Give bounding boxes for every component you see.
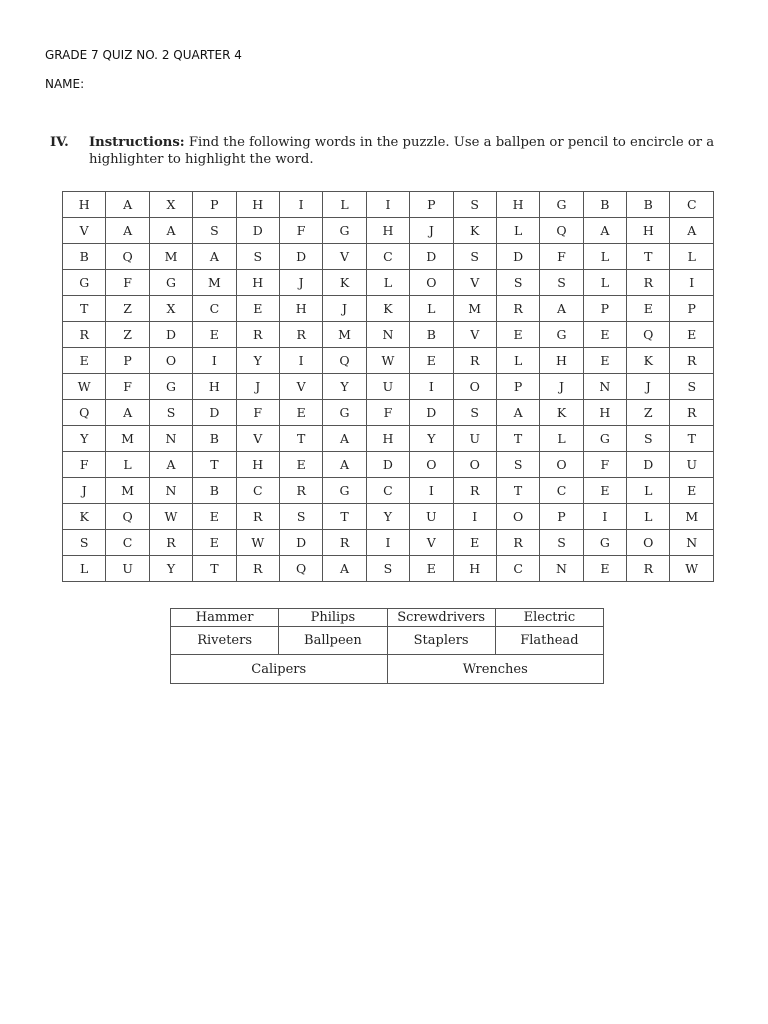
puzzle-row bbox=[63, 296, 714, 322]
puzzle-cell: F bbox=[63, 452, 106, 478]
puzzle-cell: W bbox=[236, 530, 279, 556]
puzzle-cell: P bbox=[670, 296, 714, 322]
puzzle-cell: Y bbox=[236, 348, 279, 374]
puzzle-cell: L bbox=[106, 452, 149, 478]
puzzle-cell: E bbox=[193, 504, 236, 530]
puzzle-cell: S bbox=[540, 530, 583, 556]
puzzle-cell: V bbox=[453, 322, 496, 348]
puzzle-cell: C bbox=[366, 244, 409, 270]
puzzle-cell: W bbox=[149, 504, 192, 530]
word-bank-word: Philips bbox=[279, 609, 387, 627]
puzzle-cell: L bbox=[583, 270, 626, 296]
puzzle-cell: R bbox=[670, 400, 714, 426]
puzzle-cell: A bbox=[106, 192, 149, 218]
puzzle-cell: R bbox=[236, 504, 279, 530]
puzzle-cell: Y bbox=[323, 374, 366, 400]
puzzle-cell: I bbox=[670, 270, 714, 296]
puzzle-cell: M bbox=[453, 296, 496, 322]
name-label: NAME: bbox=[45, 77, 85, 91]
puzzle-cell: E bbox=[583, 556, 626, 582]
puzzle-row bbox=[63, 452, 714, 478]
puzzle-cell: C bbox=[106, 530, 149, 556]
instructions-body bbox=[89, 134, 730, 168]
puzzle-cell: T bbox=[193, 556, 236, 582]
puzzle-cell: A bbox=[193, 244, 236, 270]
puzzle-cell: O bbox=[410, 452, 453, 478]
puzzle-cell: Q bbox=[106, 504, 149, 530]
puzzle-row bbox=[63, 218, 714, 244]
puzzle-cell: O bbox=[453, 374, 496, 400]
puzzle-cell: A bbox=[149, 218, 192, 244]
word-bank-row bbox=[171, 609, 604, 627]
puzzle-cell: F bbox=[279, 218, 322, 244]
puzzle-cell: U bbox=[366, 374, 409, 400]
puzzle-cell: T bbox=[627, 244, 670, 270]
puzzle-cell: E bbox=[583, 478, 626, 504]
puzzle-row bbox=[63, 270, 714, 296]
word-bank-word: Ballpeen bbox=[279, 627, 387, 655]
puzzle-cell: F bbox=[583, 452, 626, 478]
puzzle-cell: J bbox=[323, 296, 366, 322]
puzzle-cell: N bbox=[149, 426, 192, 452]
puzzle-cell: T bbox=[63, 296, 106, 322]
puzzle-cell: U bbox=[106, 556, 149, 582]
puzzle-cell: M bbox=[670, 504, 714, 530]
puzzle-cell: P bbox=[193, 192, 236, 218]
puzzle-cell: T bbox=[193, 452, 236, 478]
puzzle-cell: L bbox=[627, 478, 670, 504]
puzzle-cell: B bbox=[63, 244, 106, 270]
puzzle-cell: X bbox=[149, 296, 192, 322]
puzzle-cell: C bbox=[540, 478, 583, 504]
puzzle-cell: Q bbox=[106, 244, 149, 270]
puzzle-cell: S bbox=[193, 218, 236, 244]
puzzle-row bbox=[63, 348, 714, 374]
puzzle-cell: G bbox=[583, 530, 626, 556]
puzzle-cell: B bbox=[193, 426, 236, 452]
puzzle-cell: N bbox=[540, 556, 583, 582]
puzzle-cell: R bbox=[279, 478, 322, 504]
puzzle-cell: K bbox=[323, 270, 366, 296]
puzzle-cell: F bbox=[236, 400, 279, 426]
puzzle-cell: K bbox=[453, 218, 496, 244]
puzzle-cell: L bbox=[63, 556, 106, 582]
puzzle-cell: W bbox=[63, 374, 106, 400]
puzzle-cell: E bbox=[236, 296, 279, 322]
puzzle-row bbox=[63, 244, 714, 270]
word-bank-word: Screwdrivers bbox=[387, 609, 495, 627]
word-bank-word: Hammer bbox=[171, 609, 279, 627]
puzzle-cell: A bbox=[106, 400, 149, 426]
puzzle-cell: F bbox=[540, 244, 583, 270]
puzzle-cell: Y bbox=[63, 426, 106, 452]
puzzle-cell: P bbox=[496, 374, 539, 400]
puzzle-cell: R bbox=[496, 530, 539, 556]
puzzle-cell: I bbox=[366, 192, 409, 218]
puzzle-cell: Q bbox=[540, 218, 583, 244]
puzzle-cell: J bbox=[627, 374, 670, 400]
puzzle-cell: A bbox=[106, 218, 149, 244]
puzzle-cell: K bbox=[627, 348, 670, 374]
puzzle-cell: G bbox=[323, 218, 366, 244]
puzzle-cell: Z bbox=[106, 296, 149, 322]
puzzle-cell: H bbox=[453, 556, 496, 582]
puzzle-cell: E bbox=[63, 348, 106, 374]
puzzle-cell: G bbox=[63, 270, 106, 296]
puzzle-cell: L bbox=[410, 296, 453, 322]
puzzle-cell: B bbox=[627, 192, 670, 218]
puzzle-cell: I bbox=[410, 374, 453, 400]
puzzle-cell: H bbox=[366, 218, 409, 244]
puzzle-cell: Y bbox=[410, 426, 453, 452]
puzzle-cell: R bbox=[323, 530, 366, 556]
quiz-title: GRADE 7 QUIZ NO. 2 QUARTER 4 bbox=[45, 48, 242, 62]
puzzle-cell: I bbox=[279, 192, 322, 218]
puzzle-cell: H bbox=[540, 348, 583, 374]
puzzle-cell: Z bbox=[106, 322, 149, 348]
puzzle-cell: E bbox=[410, 556, 453, 582]
puzzle-cell: N bbox=[149, 478, 192, 504]
puzzle-cell: V bbox=[453, 270, 496, 296]
instructions-block bbox=[50, 134, 730, 168]
puzzle-cell: D bbox=[366, 452, 409, 478]
puzzle-row bbox=[63, 478, 714, 504]
puzzle-row bbox=[63, 504, 714, 530]
puzzle-cell: J bbox=[410, 218, 453, 244]
puzzle-cell: E bbox=[627, 296, 670, 322]
puzzle-cell: K bbox=[540, 400, 583, 426]
puzzle-cell: R bbox=[627, 270, 670, 296]
puzzle-cell: M bbox=[106, 478, 149, 504]
puzzle-cell: S bbox=[63, 530, 106, 556]
puzzle-cell: J bbox=[236, 374, 279, 400]
puzzle-cell: H bbox=[583, 400, 626, 426]
puzzle-cell: D bbox=[410, 244, 453, 270]
puzzle-cell: M bbox=[149, 244, 192, 270]
word-bank-word: Calipers bbox=[171, 655, 388, 684]
puzzle-cell: H bbox=[627, 218, 670, 244]
word-bank-word: Wrenches bbox=[387, 655, 604, 684]
puzzle-cell: M bbox=[193, 270, 236, 296]
puzzle-cell: L bbox=[366, 270, 409, 296]
puzzle-cell: T bbox=[670, 426, 714, 452]
puzzle-cell: I bbox=[366, 530, 409, 556]
puzzle-cell: U bbox=[670, 452, 714, 478]
puzzle-cell: H bbox=[193, 374, 236, 400]
puzzle-cell: T bbox=[496, 426, 539, 452]
puzzle-cell: E bbox=[193, 322, 236, 348]
puzzle-cell: M bbox=[106, 426, 149, 452]
puzzle-cell: E bbox=[279, 400, 322, 426]
puzzle-row bbox=[63, 400, 714, 426]
puzzle-cell: S bbox=[366, 556, 409, 582]
puzzle-cell: H bbox=[63, 192, 106, 218]
puzzle-cell: I bbox=[583, 504, 626, 530]
puzzle-cell: X bbox=[149, 192, 192, 218]
instructions-label: Instructions: bbox=[89, 135, 185, 150]
puzzle-cell: P bbox=[106, 348, 149, 374]
puzzle-cell: S bbox=[453, 244, 496, 270]
puzzle-cell: R bbox=[63, 322, 106, 348]
puzzle-cell: O bbox=[540, 452, 583, 478]
puzzle-cell: V bbox=[410, 530, 453, 556]
puzzle-cell: K bbox=[366, 296, 409, 322]
puzzle-cell: E bbox=[583, 348, 626, 374]
puzzle-cell: K bbox=[63, 504, 106, 530]
puzzle-cell: W bbox=[670, 556, 714, 582]
puzzle-cell: H bbox=[496, 192, 539, 218]
puzzle-cell: V bbox=[279, 374, 322, 400]
word-bank-row bbox=[171, 627, 604, 655]
puzzle-cell: G bbox=[323, 400, 366, 426]
puzzle-cell: S bbox=[627, 426, 670, 452]
puzzle-cell: R bbox=[279, 322, 322, 348]
puzzle-cell: I bbox=[279, 348, 322, 374]
word-bank-word: Electric bbox=[495, 609, 603, 627]
puzzle-cell: T bbox=[279, 426, 322, 452]
puzzle-cell: Q bbox=[279, 556, 322, 582]
puzzle-cell: L bbox=[583, 244, 626, 270]
puzzle-cell: H bbox=[366, 426, 409, 452]
puzzle-cell: Q bbox=[63, 400, 106, 426]
puzzle-cell: L bbox=[323, 192, 366, 218]
puzzle-cell: W bbox=[366, 348, 409, 374]
puzzle-row bbox=[63, 556, 714, 582]
puzzle-row bbox=[63, 426, 714, 452]
puzzle-cell: S bbox=[670, 374, 714, 400]
puzzle-cell: D bbox=[279, 244, 322, 270]
puzzle-cell: E bbox=[670, 478, 714, 504]
puzzle-cell: U bbox=[410, 504, 453, 530]
puzzle-cell: L bbox=[496, 218, 539, 244]
puzzle-cell: D bbox=[149, 322, 192, 348]
puzzle-cell: E bbox=[496, 322, 539, 348]
puzzle-cell: N bbox=[366, 322, 409, 348]
puzzle-cell: J bbox=[279, 270, 322, 296]
puzzle-cell: S bbox=[236, 244, 279, 270]
puzzle-cell: U bbox=[453, 426, 496, 452]
puzzle-cell: O bbox=[149, 348, 192, 374]
puzzle-cell: A bbox=[670, 218, 714, 244]
puzzle-cell: Y bbox=[366, 504, 409, 530]
section-number: IV. bbox=[50, 135, 69, 150]
puzzle-cell: L bbox=[540, 426, 583, 452]
puzzle-cell: H bbox=[279, 296, 322, 322]
instructions-text: Find the following words in the puzzle. Use a ballpen or pencil to encircle or a highlighter to highlight the word. bbox=[89, 135, 715, 167]
puzzle-cell: D bbox=[193, 400, 236, 426]
puzzle-cell: F bbox=[366, 400, 409, 426]
puzzle-cell: Y bbox=[149, 556, 192, 582]
puzzle-cell: G bbox=[149, 374, 192, 400]
puzzle-cell: R bbox=[496, 296, 539, 322]
word-search-grid bbox=[62, 191, 714, 582]
puzzle-cell: C bbox=[366, 478, 409, 504]
word-bank-word: Flathead bbox=[495, 627, 603, 655]
word-bank-row bbox=[171, 655, 604, 684]
puzzle-row bbox=[63, 322, 714, 348]
puzzle-cell: V bbox=[323, 244, 366, 270]
puzzle-cell: A bbox=[496, 400, 539, 426]
puzzle-row bbox=[63, 192, 714, 218]
puzzle-row bbox=[63, 530, 714, 556]
puzzle-cell: Q bbox=[627, 322, 670, 348]
puzzle-cell: O bbox=[453, 452, 496, 478]
puzzle-cell: A bbox=[583, 218, 626, 244]
puzzle-cell: G bbox=[583, 426, 626, 452]
puzzle-cell: S bbox=[279, 504, 322, 530]
puzzle-row bbox=[63, 374, 714, 400]
puzzle-cell: O bbox=[627, 530, 670, 556]
puzzle-cell: E bbox=[670, 322, 714, 348]
puzzle-cell: N bbox=[670, 530, 714, 556]
puzzle-cell: N bbox=[583, 374, 626, 400]
puzzle-cell: T bbox=[496, 478, 539, 504]
puzzle-cell: S bbox=[453, 192, 496, 218]
puzzle-cell: R bbox=[236, 556, 279, 582]
puzzle-cell: Z bbox=[627, 400, 670, 426]
puzzle-cell: G bbox=[540, 192, 583, 218]
puzzle-cell: H bbox=[236, 192, 279, 218]
puzzle-cell: H bbox=[236, 270, 279, 296]
puzzle-cell: S bbox=[496, 270, 539, 296]
word-bank-word: Staplers bbox=[387, 627, 495, 655]
puzzle-cell: S bbox=[453, 400, 496, 426]
puzzle-cell: L bbox=[496, 348, 539, 374]
puzzle-cell: C bbox=[193, 296, 236, 322]
puzzle-cell: J bbox=[540, 374, 583, 400]
puzzle-cell: R bbox=[453, 478, 496, 504]
puzzle-cell: F bbox=[106, 374, 149, 400]
puzzle-cell: Q bbox=[323, 348, 366, 374]
puzzle-cell: A bbox=[540, 296, 583, 322]
puzzle-cell: I bbox=[193, 348, 236, 374]
puzzle-cell: C bbox=[236, 478, 279, 504]
puzzle-cell: I bbox=[410, 478, 453, 504]
puzzle-cell: O bbox=[410, 270, 453, 296]
puzzle-cell: T bbox=[323, 504, 366, 530]
puzzle-cell: S bbox=[496, 452, 539, 478]
puzzle-cell: S bbox=[540, 270, 583, 296]
puzzle-cell: R bbox=[627, 556, 670, 582]
puzzle-cell: D bbox=[410, 400, 453, 426]
puzzle-cell: D bbox=[496, 244, 539, 270]
puzzle-cell: C bbox=[496, 556, 539, 582]
puzzle-cell: D bbox=[279, 530, 322, 556]
puzzle-cell: D bbox=[627, 452, 670, 478]
word-bank-table bbox=[170, 608, 604, 684]
puzzle-cell: V bbox=[63, 218, 106, 244]
word-bank-word: Riveters bbox=[171, 627, 279, 655]
puzzle-cell: A bbox=[323, 556, 366, 582]
puzzle-cell: E bbox=[410, 348, 453, 374]
puzzle-cell: R bbox=[236, 322, 279, 348]
puzzle-cell: A bbox=[323, 426, 366, 452]
puzzle-cell: H bbox=[236, 452, 279, 478]
puzzle-cell: D bbox=[236, 218, 279, 244]
puzzle-cell: L bbox=[670, 244, 714, 270]
puzzle-cell: I bbox=[453, 504, 496, 530]
puzzle-cell: P bbox=[540, 504, 583, 530]
puzzle-cell: B bbox=[583, 192, 626, 218]
puzzle-cell: C bbox=[670, 192, 714, 218]
puzzle-cell: P bbox=[410, 192, 453, 218]
puzzle-cell: F bbox=[106, 270, 149, 296]
puzzle-cell: A bbox=[323, 452, 366, 478]
puzzle-cell: B bbox=[410, 322, 453, 348]
puzzle-cell: E bbox=[453, 530, 496, 556]
puzzle-cell: P bbox=[583, 296, 626, 322]
puzzle-cell: E bbox=[193, 530, 236, 556]
puzzle-cell: R bbox=[670, 348, 714, 374]
puzzle-cell: L bbox=[627, 504, 670, 530]
puzzle-cell: V bbox=[236, 426, 279, 452]
puzzle-cell: G bbox=[540, 322, 583, 348]
puzzle-cell: E bbox=[583, 322, 626, 348]
puzzle-cell: A bbox=[149, 452, 192, 478]
puzzle-cell: S bbox=[149, 400, 192, 426]
puzzle-cell: G bbox=[323, 478, 366, 504]
puzzle-cell: J bbox=[63, 478, 106, 504]
puzzle-cell: R bbox=[149, 530, 192, 556]
puzzle-cell: R bbox=[453, 348, 496, 374]
puzzle-cell: B bbox=[193, 478, 236, 504]
puzzle-cell: E bbox=[279, 452, 322, 478]
puzzle-cell: G bbox=[149, 270, 192, 296]
puzzle-cell: M bbox=[323, 322, 366, 348]
puzzle-cell: O bbox=[496, 504, 539, 530]
